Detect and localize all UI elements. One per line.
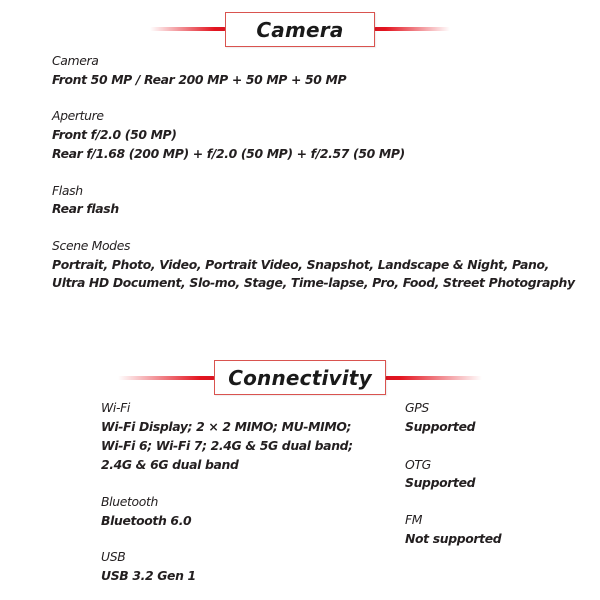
spec-label-wifi: Wi-Fi	[101, 400, 130, 415]
header-rule-left	[150, 27, 226, 31]
spec-label-aperture: Aperture	[52, 108, 104, 123]
spec-value-aperture-rear: Rear f/1.68 (200 MP) + f/2.0 (50 MP) + f/2.57 (50 MP)	[52, 146, 405, 161]
header-rule-right	[385, 376, 482, 380]
spec-value-otg: Supported	[405, 475, 476, 490]
connectivity-section-title: Connectivity	[228, 365, 372, 390]
spec-label-otg: OTG	[405, 457, 431, 472]
spec-label-bluetooth: Bluetooth	[101, 494, 159, 509]
spec-label-fm: FM	[405, 512, 423, 527]
spec-value-wifi-line1: Wi-Fi Display; 2 × 2 MIMO; MU-MIMO;	[101, 419, 352, 434]
spec-value-usb: USB 3.2 Gen 1	[101, 568, 196, 583]
connectivity-section-header	[0, 350, 600, 400]
spec-value-scene-modes-line2: Ultra HD Document, Slo-mo, Stage, Time-lapse, Pro, Food, Street Photography	[52, 275, 575, 290]
spec-value-wifi-line2: Wi-Fi 6; Wi-Fi 7; 2.4G & 5G dual band;	[101, 438, 353, 453]
connectivity-title-box	[214, 360, 386, 395]
spec-value-flash: Rear flash	[52, 201, 119, 216]
camera-section-header	[0, 0, 600, 50]
spec-value-gps: Supported	[405, 419, 476, 434]
spec-value-fm: Not supported	[405, 531, 502, 546]
header-rule-left	[118, 376, 215, 380]
spec-value-aperture-front: Front f/2.0 (50 MP)	[52, 127, 177, 142]
spec-label-gps: GPS	[405, 400, 429, 415]
spec-value-scene-modes-line1: Portrait, Photo, Video, Portrait Video, Snapshot, Landscape & Night, Pano,	[52, 257, 549, 272]
spec-value-bluetooth: Bluetooth 6.0	[101, 513, 192, 528]
spec-value-wifi-line3: 2.4G & 6G dual band	[101, 457, 239, 472]
header-rule-right	[374, 27, 450, 31]
spec-value-camera: Front 50 MP / Rear 200 MP + 50 MP + 50 MP	[52, 72, 347, 87]
spec-label-usb: USB	[101, 549, 126, 564]
camera-section-title: Camera	[256, 17, 344, 42]
spec-label-scene-modes: Scene Modes	[52, 238, 131, 253]
spec-label-flash: Flash	[52, 183, 83, 198]
spec-label-camera: Camera	[52, 53, 99, 68]
camera-title-box	[225, 12, 375, 47]
